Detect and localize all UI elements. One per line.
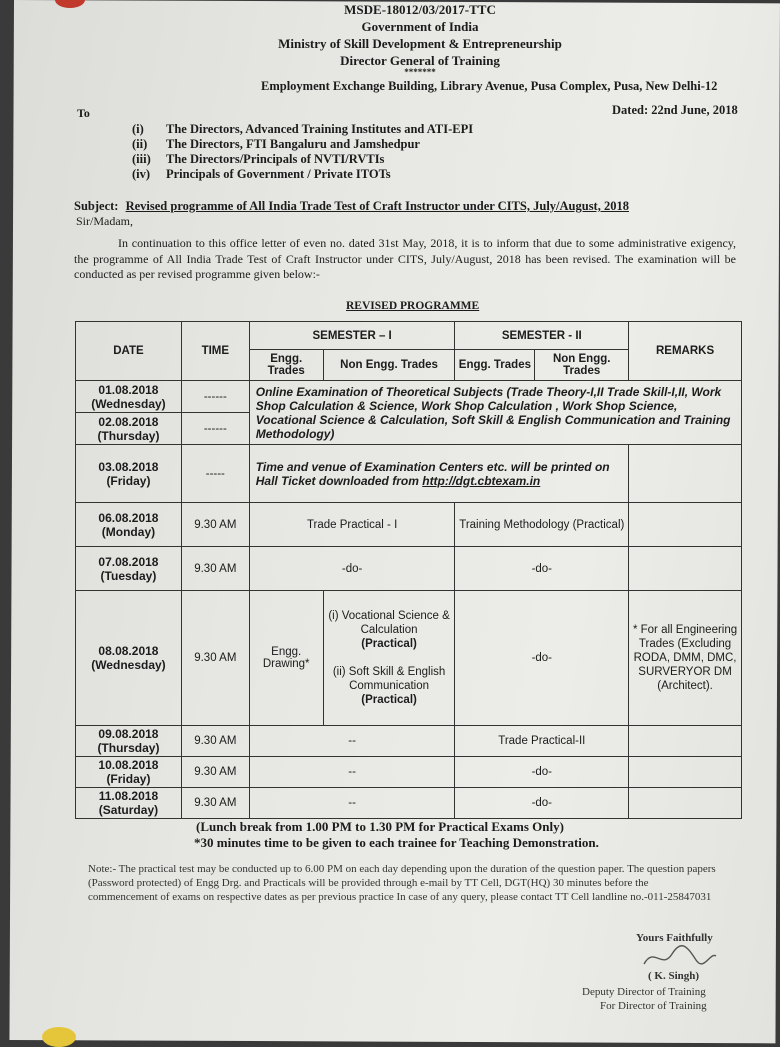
hall-ticket-cell: Time and venue of Examination Centers etc. will be printed on Hall Ticket downloaded from http://dgt.cbtexam.in xyxy=(249,445,628,503)
ref-number: MSDE-18012/03/2017-TTC xyxy=(344,2,496,17)
revised-programme-table xyxy=(75,321,742,819)
col-time: TIME xyxy=(181,322,249,381)
table-row: 10.08.2018 (Friday) 9.30 AM -- -do- xyxy=(76,757,742,788)
programme-title: REVISED PROGRAMME xyxy=(346,300,480,312)
table-row: 08.08.2018 (Wednesday) 9.30 AM Engg. Drawing* (i) Vocational Science & Calculation (Practical) (ii) Soft Skill & English Communication (Practical) -do- * For all Engineering Trades (Excluding RODA, DMM, DMC, SURVERYOR DM (Architect). xyxy=(76,591,742,726)
signatory-name: ( K. Singh) xyxy=(648,970,700,982)
date-line: Dated: 22nd June, 2018 xyxy=(612,103,738,117)
exam-link[interactable]: http://dgt.cbtexam.in xyxy=(422,473,541,488)
col-nonengg-1: Non Engg. Trades xyxy=(323,350,455,381)
col-date: DATE xyxy=(76,322,182,381)
body-paragraph: In continuation to this office letter of even no. dated 31st May, 2018, it is to inform that due to some administrative exigency, the programme of All India Trade Test of Craft Instructor under CITS, July/August, 2018 has been revised. The examination will be conducted as per revised programme given below:- xyxy=(74,236,736,281)
address: Employment Exchange Building, Library Avenue, Pusa Complex, Pusa, New Delhi-12 xyxy=(261,79,718,93)
addressee-list xyxy=(132,122,473,182)
pin-yellow xyxy=(42,1027,76,1047)
col-sem2: SEMESTER - II xyxy=(455,322,629,350)
table-row: 06.08.2018 (Monday) 9.30 AM Trade Practical - I Training Methodology (Practical) xyxy=(76,503,742,547)
table-row: 09.08.2018 (Thursday) 9.30 AM -- Trade Practical-II xyxy=(76,726,742,757)
table-row: 07.08.2018 (Tuesday) 9.30 AM -do- -do- xyxy=(76,547,742,591)
stars: ******* xyxy=(404,67,436,77)
addressee-3: (iii) The Directors/Principals of NVTI/RVTIs xyxy=(132,152,385,166)
col-engg-2: Engg. Trades xyxy=(455,350,535,381)
subject-label: Subject: xyxy=(74,199,119,213)
salutation: Sir/Madam, xyxy=(76,214,133,228)
director-general: Director General of Training xyxy=(340,53,500,68)
to-label: To xyxy=(77,106,90,120)
addressee-4: (iv) Principals of Government / Private ITOTs xyxy=(132,167,391,181)
table-row: 03.08.2018 (Friday) ----- Time and venue of Examination Centers etc. will be printed on Hall Ticket downloaded from http://dgt.cbtexam.in xyxy=(76,445,742,503)
note-paragraph: Note:- The practical test may be conducted up to 6.00 PM on each day depending upon the duration of the question paper. The question papers (Password protected) of Engg Drg. and Practicals will be provided through e-mail by TT Cell, DGT(HQ) 30 minutes before the commencement of exams on respective dates as per previous practice In case of any query, please contact TT Cell landline no.-011-25847031 xyxy=(88,863,716,903)
addressee-1: (i) The Directors, Advanced Training Institutes and ATI-EPI xyxy=(132,122,474,136)
lunch-note: (Lunch break from 1.00 PM to 1.30 PM for Practical Exams Only) *30 minutes time to be given to each trainee for Teaching Demonstration. xyxy=(194,819,599,850)
signature-scribble xyxy=(640,942,720,972)
table-row: 02.08.2018 (Thursday) ------ xyxy=(76,413,742,445)
col-remarks: REMARKS xyxy=(629,322,742,381)
ministry: Ministry of Skill Development & Entrepreneurship xyxy=(278,36,562,51)
designation-2: For Director of Training xyxy=(600,1000,707,1012)
col-nonengg-2: Non Engg. Trades xyxy=(535,350,629,381)
subject-line xyxy=(74,199,629,214)
government: Government of India xyxy=(361,19,479,34)
table-row: 01.08.2018 (Wednesday) ------ Online Examination of Theoretical Subjects (Trade Theory-I,II Trade Skill-I,II, Work Shop Calculation & Science, Work Shop Calculation , Work Shop Science, Vocational Science & Calculation, Soft Skill & English Communication and Training Methodology) xyxy=(76,381,742,413)
addressee-2: (ii) The Directors, FTI Bangaluru and Jamshedpur xyxy=(132,137,420,151)
table-row: 11.08.2018 (Saturday) 9.30 AM -- -do- xyxy=(76,788,742,819)
designation-1: Deputy Director of Training xyxy=(582,986,706,998)
col-sem1: SEMESTER – I xyxy=(249,322,455,350)
subject-text: Revised programme of All India Trade Test of Craft Instructor under CITS, July/August, 2018 xyxy=(125,199,629,213)
online-exam-cell: Online Examination of Theoretical Subjects (Trade Theory-I,II Trade Skill-I,II, Work Shop Calculation & Science, Work Shop Calculation , Work Shop Science, Vocational Science & Calculation, Soft Skill & English Communication and Training Methodology) xyxy=(249,381,741,445)
closing: Yours Faithfully xyxy=(636,932,713,944)
col-engg-1: Engg. Trades xyxy=(249,350,323,381)
